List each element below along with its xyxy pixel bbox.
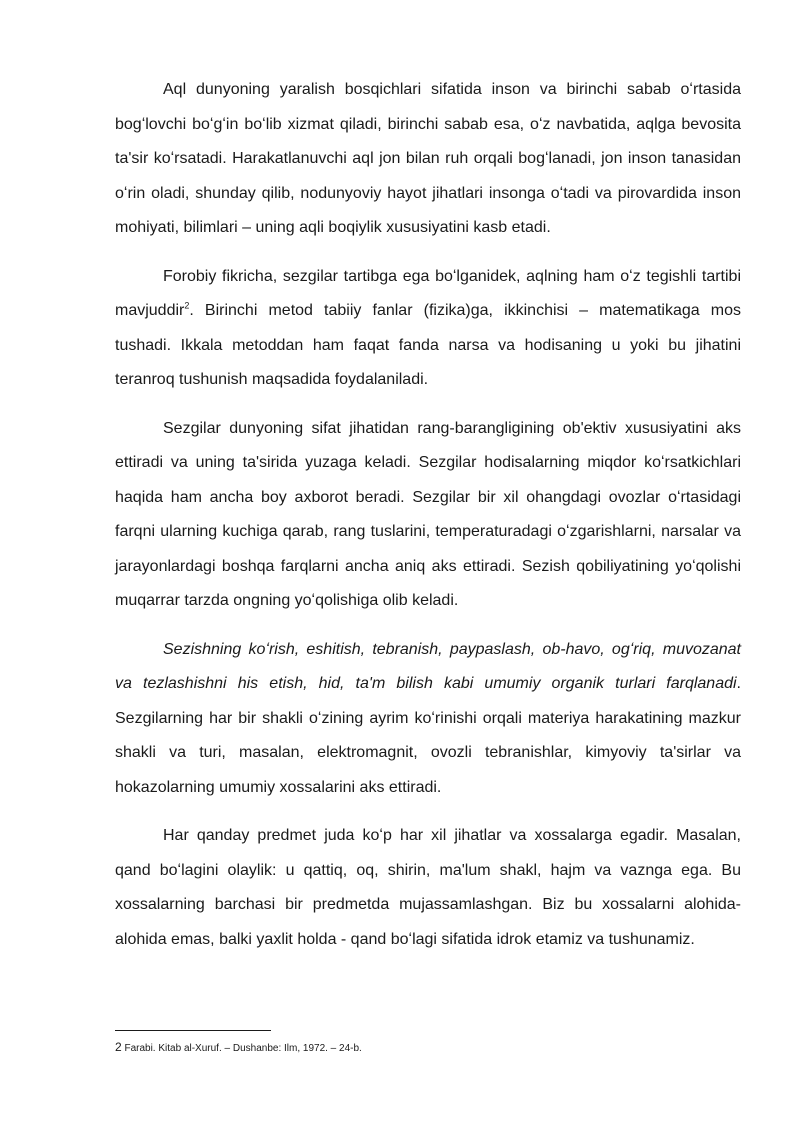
paragraph-4-text-after-italic: . Sezgilarning har bir shakli oʻzining ayrim koʻrinishi orqali materiya harakatining mazkur shakli va turi, masalan, elektromagnit, ovozli tebranishlar, kimyoviy ta'sirlar va hokazolarning umumiy xossalarini aks ettiradi.: [115, 675, 741, 796]
footnote-text: Farabi. Kitab al-Xuruf. – Dushanbe: Ilm, 1972. – 24-b.: [121, 1043, 362, 1054]
paragraph-3: Sezgilar dunyoning sifat jihatidan rang-barangligining ob'ektiv xususiyatini aks ettiradi va uning ta'sirida yuzaga keladi. Sezgilar hodisalarning miqdor koʻrsatkichlari haqida ham ancha boy axborot beradi. Sezgilar bir xil ohangdagi ovozlar oʻrtasidagi farqni ularning kuchiga qarab, rang tuslarini, temperaturadagi oʻzgarishlarni, narsalar va jarayonlardagi boshqa farqlarni ancha aniq aks ettiradi. Sezish qobiliyatining yoʻqolishi muqarrar tarzda ongning yoʻqolishiga olib keladi.: [115, 419, 741, 609]
paragraph-4-italic-text: Sezishning koʻrish, eshitish, tebranish, paypaslash, ob-havo, ogʻriq, muvozanat va tezlashishni his etish, hid, ta'm bilish kabi umumiy organik turlari farqlanadi: [115, 640, 741, 692]
paragraph-2-text-after-ref: . Birinchi metod tabiiy fanlar (fizika)ga, ikkinchisi – matematikaga mos tushadi. Ikkala metoddan ham faqat fanda narsa va hodisaning u yoki bu jihatini teranroq tushunish maqsadida foydalaniladi.: [115, 302, 741, 388]
paragraph-2: [115, 260, 741, 398]
footnote-reference[interactable]: 2: [184, 300, 190, 311]
footnote-number: 2: [115, 1040, 122, 1054]
footnote-separator: [115, 1030, 271, 1031]
footnote: [115, 1040, 741, 1056]
paragraph-1: Aql dunyoning yaralish bosqichlari sifatida inson va birinchi sabab oʻrtasida bogʻlovchi boʻgʻin boʻlib xizmat qiladi, birinchi sabab esa, oʻz navbatida, aqlga bevosita ta'sir koʻrsatadi. Harakatlanuvchi aql jon bilan ruh orqali bogʻlanadi, jon inson tanasidan oʻrin oladi, shunday qilib, nodunyoviy hayot jihatlari insonga oʻtadi va pirovardida inson mohiyati, bilimlari – uning aqli boqiylik xususiyatini kasb etadi.: [115, 81, 741, 236]
paragraph-5: Har qanday predmet juda koʻp har xil jihatlar va xossalarga egadir. Masalan, qand boʻlagini olaylik: u qattiq, oq, shirin, ma'lum shakl, hajm va vaznga ega. Bu xossalarning barchasi bir predmetda mujassamlashgan. Biz bu xossalarni alohida-alohida emas, balki yaxlit holda - qand boʻlagi sifatida idrok etamiz va tushunamiz.: [115, 827, 741, 948]
paragraph-2-text-before-ref: Forobiy fikricha, sezgilar tartibga ega boʻlganidek, aqlning ham oʻz tegishli tartibi mavjuddir: [115, 267, 741, 319]
body-text: [115, 73, 741, 971]
paragraph-4: [115, 633, 741, 806]
